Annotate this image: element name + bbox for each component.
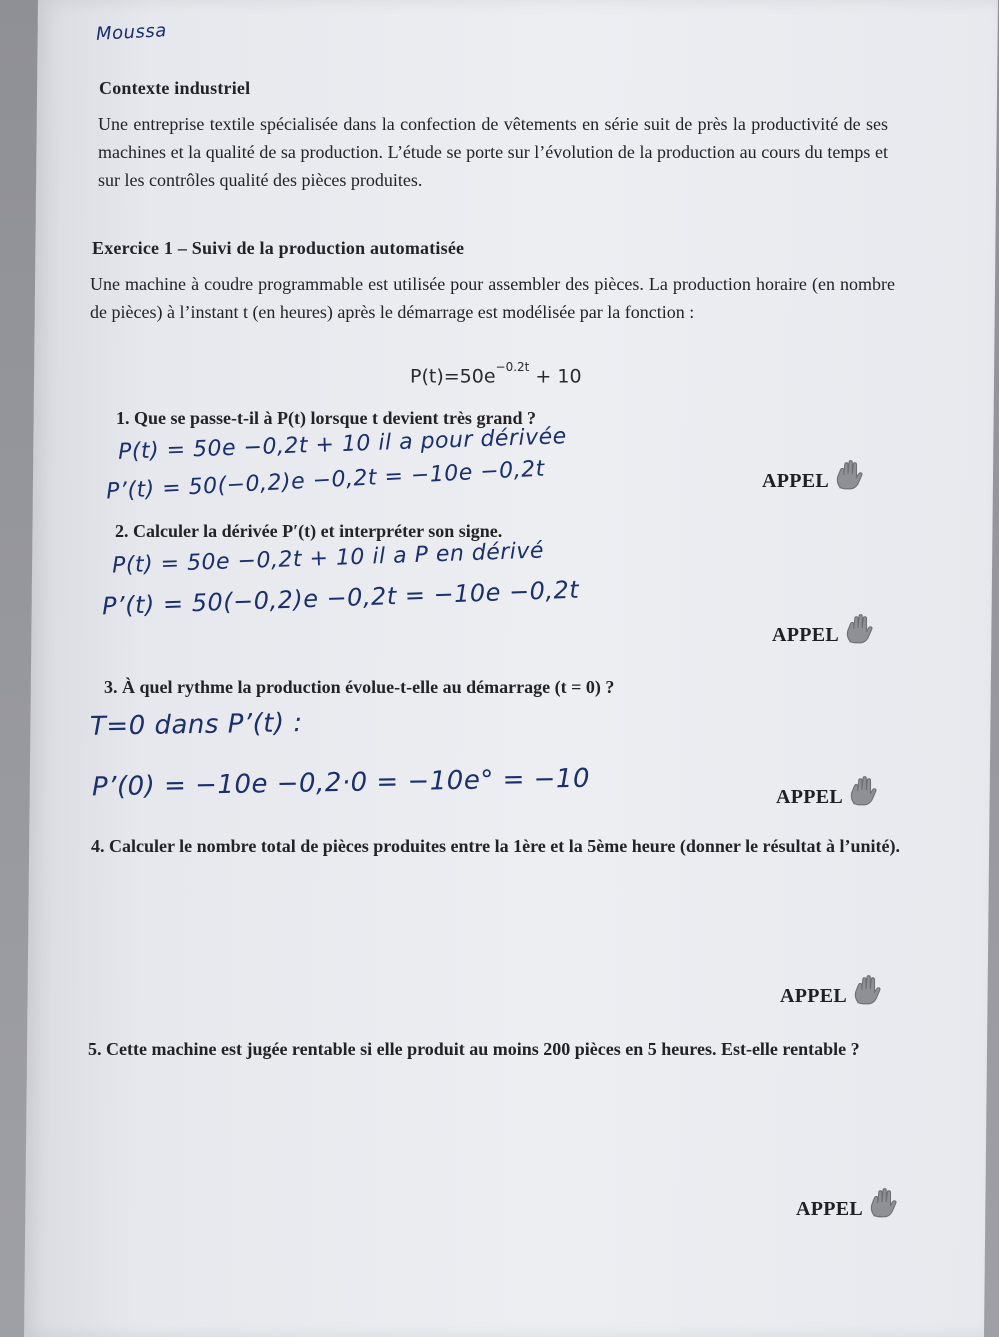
formula-tail: + 10	[535, 365, 582, 388]
answer-2-line-1: P(t) = 50e −0,2t + 10 il a P en dérivé	[111, 538, 545, 579]
question-4: 4. Calculer le nombre total de pièces produites entre la 1ère et la 5ème heure (donner le résultat à l’unité).	[91, 836, 901, 856]
appel-4[interactable]	[780, 985, 883, 1008]
question-5: 5. Cette machine est jugée rentable si elle produit au moins 200 pièces en 5 heures. Est-elle rentable ?	[88, 1039, 860, 1059]
answer-1-line-1: P(t) = 50e −0,2t + 10 il a pour dérivée	[117, 424, 568, 465]
raised-hand-icon	[849, 973, 883, 1007]
appel-2-label: APPEL	[772, 624, 840, 646]
answer-2-line-2: P’(t) = 50(−0,2)e −0,2t = −10e −0,2t	[101, 575, 580, 621]
raised-hand-icon	[841, 612, 875, 646]
question-2: 2. Calculer la dérivée P′(t) et interpréter son signe.	[115, 521, 503, 541]
appel-3-label: APPEL	[776, 786, 844, 808]
appel-1[interactable]	[762, 470, 865, 493]
question-3: 3. À quel rythme la production évolue-t-elle au démarrage (t = 0) ?	[104, 677, 615, 697]
raised-hand-icon	[865, 1186, 899, 1220]
production-formula	[410, 360, 582, 388]
exercise-intro: Une machine à coudre programmable est utilisée pour assembler des pièces. La production horaire (en nombre de pièces) à l’instant t (en heures) après le démarrage est modélisée par la fonction :	[90, 274, 895, 322]
formula-main: P(t)=50e	[410, 365, 496, 388]
exam-sheet	[24, 0, 998, 1337]
student-name: Moussa	[95, 20, 168, 45]
formula-exponent: −0.2t	[495, 360, 530, 374]
appel-3[interactable]	[776, 786, 879, 809]
appel-2[interactable]	[772, 624, 875, 647]
answer-3-line-1: T=0 dans P’(t) :	[89, 708, 303, 742]
raised-hand-icon	[831, 458, 865, 492]
exercise-title: Exercice 1 – Suivi de la production automatisée	[92, 238, 465, 258]
appel-5[interactable]	[796, 1198, 899, 1221]
appel-1-label: APPEL	[762, 470, 830, 492]
answer-1-line-2: P’(t) = 50(−0,2)e −0,2t = −10e −0,2t	[105, 456, 546, 505]
raised-hand-icon	[845, 774, 879, 808]
context-paragraph: Une entreprise textile spécialisée dans la confection de vêtements en série suit de près la productivité de ses machines et la qualité de sa production. L’étude se porte sur l’évolution de la production au cours du temps et sur les contrôles qualité des pièces produites.	[98, 114, 888, 190]
appel-4-label: APPEL	[780, 985, 848, 1007]
question-1: 1. Que se passe-t-il à P(t) lorsque t devient très grand ?	[116, 408, 536, 428]
appel-5-label: APPEL	[796, 1198, 864, 1220]
context-title: Contexte industriel	[99, 78, 251, 98]
answer-3-line-2: P’(0) = −10e −0,2·0 = −10e° = −10	[91, 763, 591, 803]
